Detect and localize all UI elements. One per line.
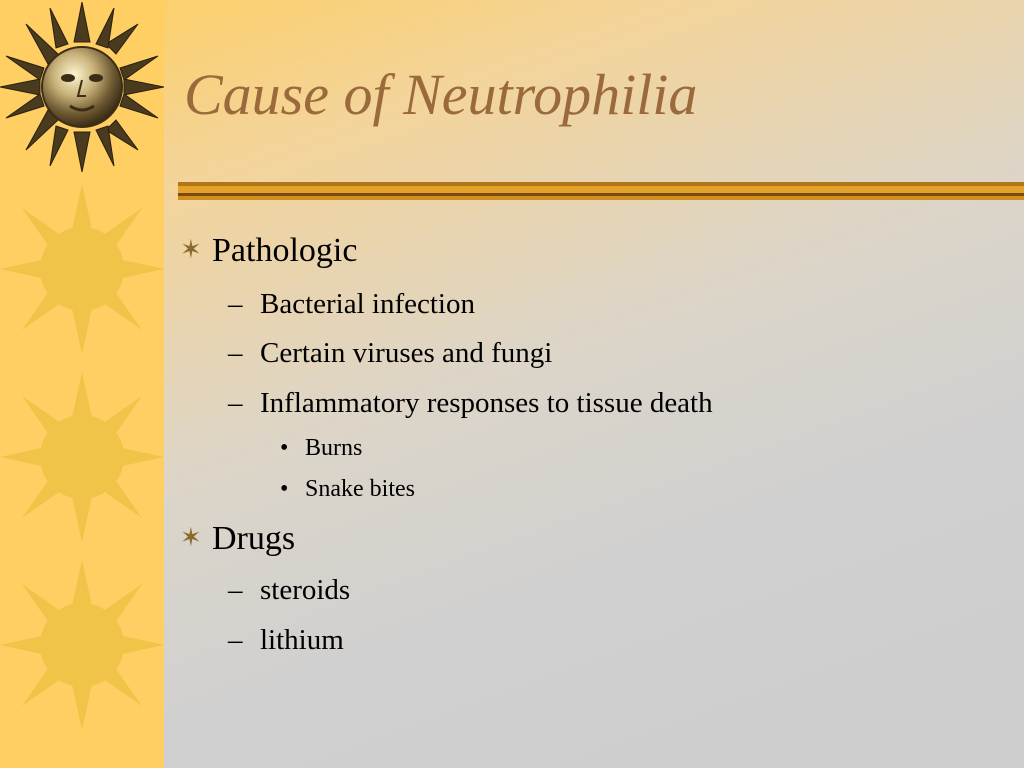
dot-bullet: • [280,476,289,502]
bullet-text: steroids [260,574,351,606]
sun-icon [0,372,164,542]
sun-face-icon [0,2,164,172]
dash-bullet: – [228,337,243,369]
bullet-item-level1 [180,522,295,556]
bullet-text: lithium [260,624,344,656]
bullet-item-level3 [280,477,415,501]
decorative-sun-strip [0,0,164,768]
sun-icon [0,184,164,354]
bullet-item-level2 [228,339,552,368]
bullet-item-level3 [280,436,362,460]
bullet-item-level2 [228,290,475,319]
bullet-text: Inflammatory responses to tissue death [260,387,713,419]
bullet-item-level1 [180,234,357,268]
bullet-text: Pathologic [212,232,358,269]
dash-bullet: – [228,624,243,656]
star-bullet-icon: ✶ [180,523,202,552]
dash-bullet: – [228,574,243,606]
dash-bullet: – [228,288,243,320]
dash-bullet: – [228,387,243,419]
bullet-item-level2 [228,626,344,655]
bullet-text: Snake bites [305,476,415,502]
slide-title: Cause of Neutrophilia [184,62,698,127]
sun-icon [0,560,164,730]
bullet-text: Burns [305,435,363,461]
star-bullet-icon: ✶ [180,235,202,264]
bullet-item-level2 [228,389,713,418]
bullet-text: Certain viruses and fungi [260,337,553,369]
dot-bullet: • [280,435,289,461]
bullet-text: Drugs [212,520,296,557]
bullet-item-level2 [228,576,350,605]
bullet-text: Bacterial infection [260,288,475,320]
title-divider [178,180,1024,204]
